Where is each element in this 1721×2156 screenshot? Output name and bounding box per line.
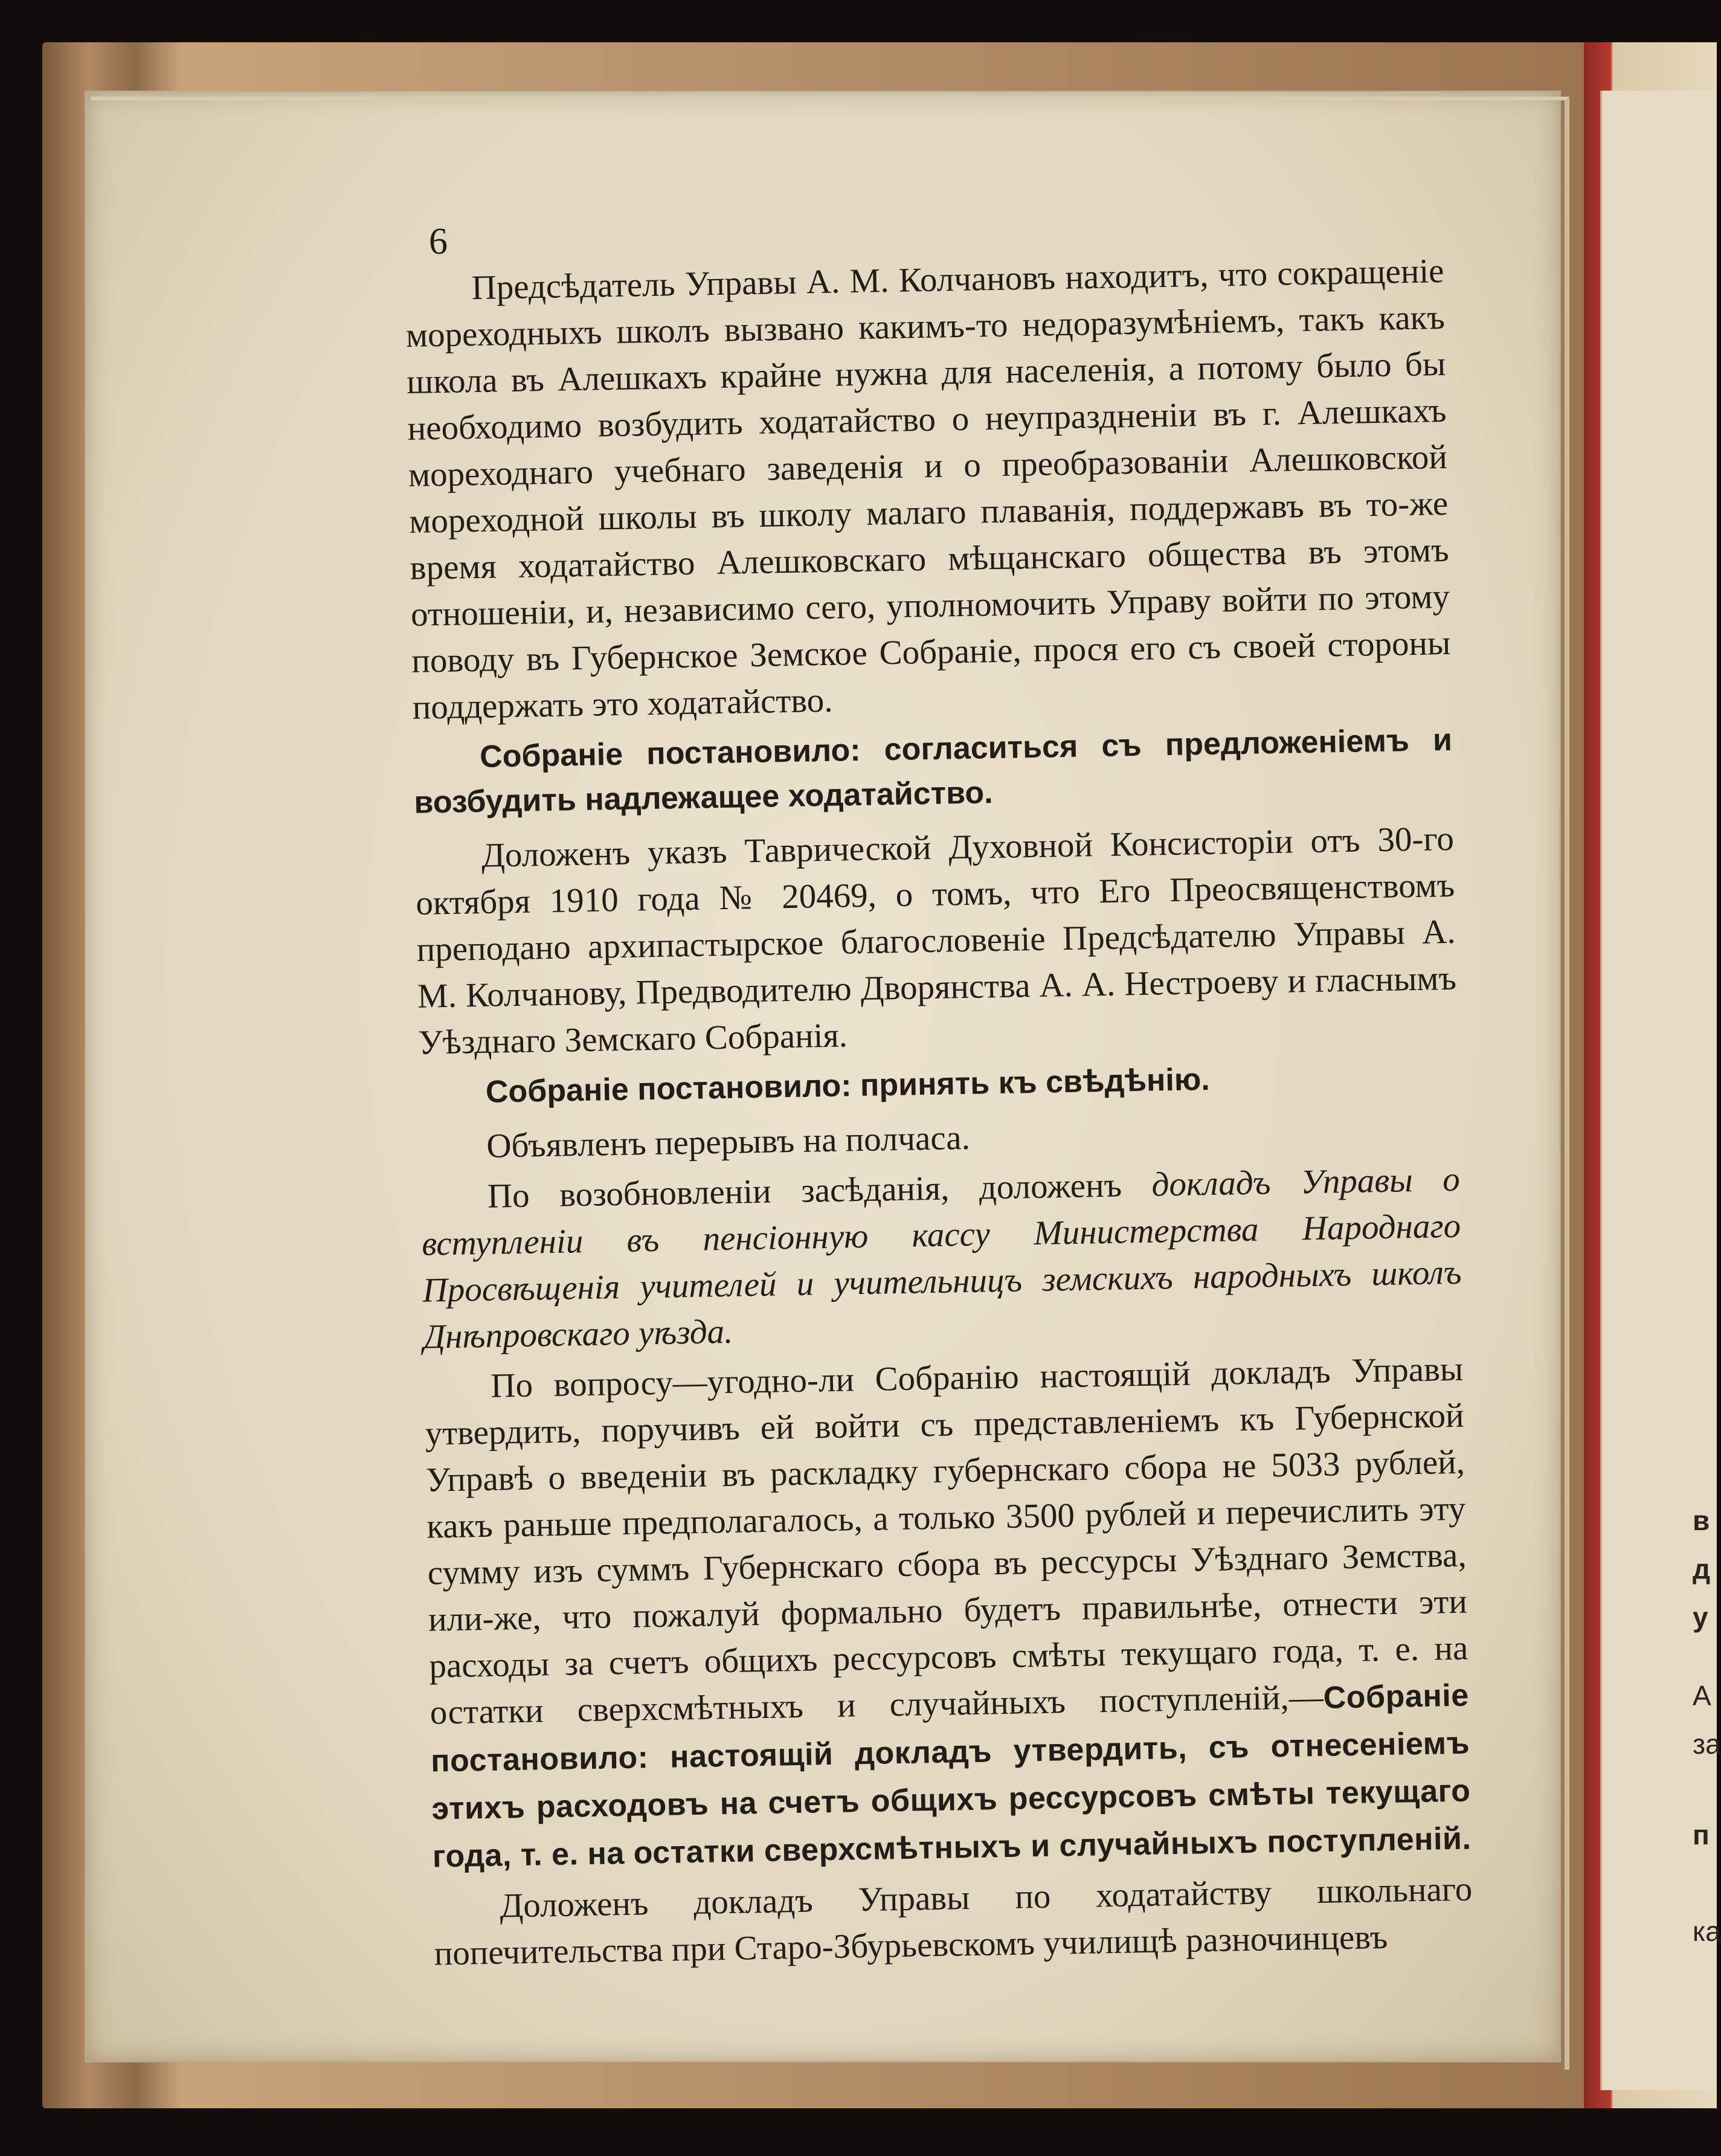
resolution-paragraph: Собраніе постановило: принять къ свѣдѣнію. [485,1061,1211,1110]
paragraph: Объявленъ перерывъ на полчаса. [486,1118,971,1165]
paragraph [424,1346,1472,1881]
report-title: докладъ Управы о вступленіи въ пенсіонную кассу Министерства Народнаго Просвѣщенія учителей и учительницъ земскихъ народныхъ школъ Днѣпровскаго уѣзда. [421,1160,1462,1356]
page-number: 6 [429,221,448,262]
next-page-fragment: у [1693,1601,1708,1633]
resolution-paragraph: Собраніе постановило: согласиться съ предложеніемъ и возбудить надлежащее ходатайство. [414,722,1453,820]
paragraph-lead: По вопросу—угодно-ли Собранію настоящій докладъ Управы утвердить, поручивъ ей войти съ представленіемъ къ Губернской Управѣ о введеніи въ раскладку губернскаго сбора не 5033 рублей, какъ раньше предполагалось, а только 3500 рублей и перечислить эту сумму изъ суммъ Губернскаго сбора въ рессурсы Уѣзднаго Земства, или-же, что пожалуй формально будетъ правильнѣе, отнести эти расходы за счетъ общихъ рессурсовъ смѣты текущаго года, т. е. на остатки сверхсмѣтныхъ и случайныхъ поступленій,— [425,1350,1468,1732]
page-body [405,248,1473,1981]
paragraph: Предсѣдатель Управы А. М. Колчановъ находитъ, что сокращеніе мореходныхъ школъ вызвано какимъ-то недоразумѣніемъ, такъ какъ школа въ Алешкахъ крайне нужна для населенія, а потому было бы необходимо возбудить ходатайство о неупраздненіи въ г. Алешкахъ мореходнаго учебнаго заведенія и о преобразованіи Алешковской мореходной школы въ школу малаго плаванія, поддержавъ въ то-же время ходатайство Алешковскаго мѣщанскаго общества въ этомъ отношеніи, и, независимо сего, уполномочить Управу войти по этому поводу въ Губернское Земское Собраніе, прося его съ своей стороны поддержать это ходатайство. [405,251,1451,727]
next-page-fragment: д [1693,1553,1711,1585]
next-page-fragment: А [1693,1680,1711,1711]
resolution-inline: Собраніе постановило: настоящій докладъ утвердить, съ отнесеніемъ этихъ расходовъ на счетъ общихъ рессурсовъ смѣты текущаго года, т. е. на остатки сверхсмѣтныхъ и случайныхъ поступленій. [430,1678,1472,1874]
next-page-fragment: в [1693,1505,1710,1536]
paragraph-lead: По возобновленіи засѣданія, доложенъ [487,1165,1153,1215]
next-page-edge [1600,91,1721,2090]
paragraph [420,1156,1462,1360]
next-page-fragment: п [1693,1819,1710,1850]
next-page-fragment: ка [1693,1916,1721,1947]
paragraph: Доложенъ указъ Таврической Духовной Консисторіи отъ 30-го октября 1910 года № 20469, о томъ, что Его Преосвященствомъ преподано архипастырское благословеніе Предсѣдателю Управы А. М. Колчанову, Предводителю Дворянства А. А. Нестроеву и гласнымъ Уѣзднаго Земскаго Собранія. [415,819,1457,1062]
next-page-fragment: за [1693,1728,1721,1760]
paragraph: Доложенъ докладъ Управы по ходатайству школьнаго попечительства при Старо-Збурьевскомъ училищѣ разночинцевъ [434,1870,1473,1973]
